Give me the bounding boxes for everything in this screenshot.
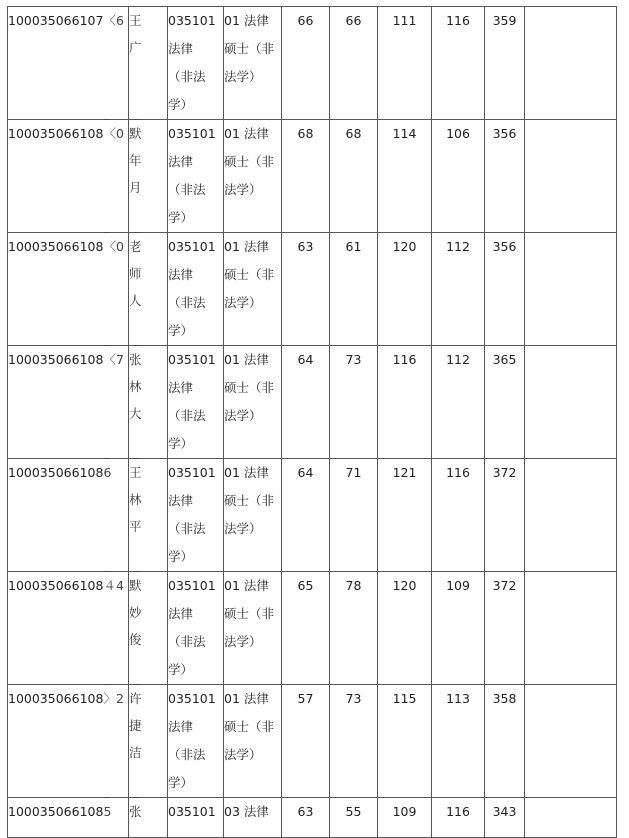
direction-cell: [224, 572, 282, 685]
empty-cell: [525, 685, 617, 798]
direction-cell: [224, 7, 282, 120]
subject-score-s4: 109: [432, 572, 485, 685]
table-row: [8, 685, 617, 798]
subject-score-s2: 78: [330, 572, 378, 685]
major-line: 法律: [168, 154, 194, 169]
major-line: 035101: [168, 239, 216, 254]
name-cell: [129, 572, 168, 685]
exam-id-fragment: ４4: [103, 578, 124, 593]
name-cell: [129, 798, 168, 838]
row-divider-mark: [104, 571, 110, 572]
subject-score-s1: 64: [282, 459, 330, 572]
major-line: 法律: [168, 719, 194, 734]
major-line: 法律: [168, 41, 194, 56]
exam-id-fragment: 〉2: [103, 691, 124, 706]
major-line: 学）: [168, 549, 194, 564]
exam-id-cell: [8, 120, 129, 233]
exam-id: 100035066108: [8, 126, 104, 141]
exam-id-fragment: 〈0: [103, 126, 124, 141]
subject-score-s4: 116: [432, 798, 485, 838]
empty-cell: [525, 798, 617, 838]
score-table: [7, 6, 617, 838]
table-row: [8, 7, 617, 120]
major-cell: [168, 798, 224, 838]
subject-score-s4: 106: [432, 120, 485, 233]
table-row: [8, 120, 617, 233]
subject-score-s1: 64: [282, 346, 330, 459]
name-char: 洁: [129, 745, 142, 760]
exam-id-fragment: 〈0: [103, 239, 124, 254]
major-line: （非法: [168, 408, 206, 423]
subject-score-s3: 120: [378, 233, 432, 346]
table-row: [8, 572, 617, 685]
major-line: 035101: [168, 126, 216, 141]
major-line: （非法: [168, 69, 206, 84]
name-char: 平: [129, 519, 142, 534]
direction-line: 硕士（非: [224, 606, 275, 621]
major-line: 学）: [168, 662, 194, 677]
major-line: （非法: [168, 747, 206, 762]
direction-cell: [224, 233, 282, 346]
major-line: 学）: [168, 775, 194, 790]
total-score: 365: [485, 346, 525, 459]
subject-score-s3: 116: [378, 346, 432, 459]
subject-score-s1: 63: [282, 798, 330, 838]
exam-id-fragment: 〈7: [103, 352, 124, 367]
exam-id: 100035066108: [8, 804, 104, 819]
name-char: 捷: [129, 718, 142, 733]
direction-line: 01 法律: [224, 352, 269, 367]
table-row: [8, 459, 617, 572]
major-line: 035101: [168, 578, 216, 593]
row-divider-mark: [104, 119, 110, 120]
exam-id: 100035066108: [8, 465, 104, 480]
subject-score-s2: 73: [330, 685, 378, 798]
major-line: 法律: [168, 380, 194, 395]
subject-score-s3: 120: [378, 572, 432, 685]
major-cell: [168, 120, 224, 233]
name-char: 默: [129, 578, 142, 593]
subject-score-s3: 109: [378, 798, 432, 838]
direction-line: 硕士（非: [224, 267, 275, 282]
name-char: 师: [129, 266, 142, 281]
major-line: 法律: [168, 606, 194, 621]
subject-score-s2: 73: [330, 346, 378, 459]
major-line: （非法: [168, 182, 206, 197]
subject-score-s3: 111: [378, 7, 432, 120]
direction-line: 01 法律: [224, 239, 269, 254]
exam-id: 100035066108: [8, 578, 104, 593]
direction-cell: [224, 798, 282, 838]
name-char: 林: [129, 379, 142, 394]
empty-cell: [525, 346, 617, 459]
subject-score-s2: 68: [330, 120, 378, 233]
direction-line: 硕士（非: [224, 380, 275, 395]
total-score: 356: [485, 120, 525, 233]
empty-cell: [525, 233, 617, 346]
exam-id: 100035066108: [8, 691, 104, 706]
exam-id: 100035066108: [8, 352, 104, 367]
major-line: 035101: [168, 804, 216, 819]
name-char: 许: [129, 691, 142, 706]
direction-line: 法学）: [224, 295, 262, 310]
row-divider-mark: [134, 345, 140, 346]
row-divider-mark: [134, 119, 140, 120]
subject-score-s3: 121: [378, 459, 432, 572]
row-divider-mark: [104, 797, 110, 798]
table-row: [8, 798, 617, 838]
subject-score-s4: 116: [432, 7, 485, 120]
row-divider-mark: [104, 345, 110, 346]
major-line: 035101: [168, 13, 216, 28]
name-char: 广: [129, 40, 142, 55]
name-char: 王: [129, 465, 142, 480]
name-cell: [129, 459, 168, 572]
empty-cell: [525, 459, 617, 572]
direction-cell: [224, 120, 282, 233]
direction-line: 03 法律: [224, 804, 269, 819]
exam-id-fragment: 5: [103, 804, 112, 819]
major-cell: [168, 459, 224, 572]
subject-score-s2: 66: [330, 7, 378, 120]
empty-cell: [525, 7, 617, 120]
name-cell: [129, 7, 168, 120]
direction-line: 01 法律: [224, 13, 269, 28]
major-line: （非法: [168, 521, 206, 536]
subject-score-s3: 114: [378, 120, 432, 233]
direction-line: 硕士（非: [224, 154, 275, 169]
subject-score-s1: 63: [282, 233, 330, 346]
exam-id-fragment: 〈6: [103, 13, 124, 28]
exam-id-cell: [8, 685, 129, 798]
subject-score-s1: 57: [282, 685, 330, 798]
major-cell: [168, 572, 224, 685]
exam-id: 100035066108: [8, 239, 104, 254]
row-divider-mark: [134, 797, 140, 798]
name-char: 默: [129, 126, 142, 141]
subject-score-s4: 112: [432, 233, 485, 346]
major-line: 学）: [168, 210, 194, 225]
major-line: 学）: [168, 323, 194, 338]
total-score: 356: [485, 233, 525, 346]
table-row: [8, 346, 617, 459]
name-char: 林: [129, 492, 142, 507]
major-line: 035101: [168, 691, 216, 706]
direction-line: 01 法律: [224, 465, 269, 480]
row-divider-mark: [134, 684, 140, 685]
name-char: 妙: [129, 605, 142, 620]
major-line: 035101: [168, 465, 216, 480]
direction-line: 01 法律: [224, 126, 269, 141]
subject-score-s1: 66: [282, 7, 330, 120]
direction-line: 硕士（非: [224, 41, 275, 56]
major-line: （非法: [168, 295, 206, 310]
row-divider-mark: [134, 571, 140, 572]
exam-id: 100035066107: [8, 13, 104, 28]
name-cell: [129, 120, 168, 233]
subject-score-s2: 55: [330, 798, 378, 838]
subject-score-s2: 71: [330, 459, 378, 572]
total-score: 372: [485, 572, 525, 685]
name-char: 张: [129, 352, 142, 367]
row-divider-mark: [104, 232, 110, 233]
name-char: 大: [129, 406, 142, 421]
name-char: 俊: [129, 632, 142, 647]
direction-line: 硕士（非: [224, 493, 275, 508]
exam-id-cell: [8, 233, 129, 346]
major-line: 035101: [168, 352, 216, 367]
subject-score-s2: 61: [330, 233, 378, 346]
row-divider-mark: [134, 232, 140, 233]
row-divider-mark: [104, 684, 110, 685]
name-char: 老: [129, 239, 142, 254]
name-cell: [129, 685, 168, 798]
row-divider-mark: [134, 458, 140, 459]
name-char: 王: [129, 13, 142, 28]
direction-line: 法学）: [224, 69, 262, 84]
major-line: 学）: [168, 436, 194, 451]
direction-line: 01 法律: [224, 578, 269, 593]
name-char: 人: [129, 293, 142, 308]
direction-line: 硕士（非: [224, 719, 275, 734]
name-char: 张: [129, 804, 142, 819]
subject-score-s3: 115: [378, 685, 432, 798]
direction-line: 法学）: [224, 182, 262, 197]
subject-score-s4: 112: [432, 346, 485, 459]
exam-id-cell: [8, 346, 129, 459]
direction-line: 法学）: [224, 521, 262, 536]
direction-cell: [224, 459, 282, 572]
direction-cell: [224, 346, 282, 459]
subject-score-s4: 113: [432, 685, 485, 798]
exam-id-fragment: 6: [103, 465, 112, 480]
exam-id-cell: [8, 459, 129, 572]
subject-score-s1: 65: [282, 572, 330, 685]
total-score: 372: [485, 459, 525, 572]
name-cell: [129, 346, 168, 459]
table-row: [8, 233, 617, 346]
direction-line: 法学）: [224, 747, 262, 762]
direction-line: 法学）: [224, 408, 262, 423]
direction-line: 法学）: [224, 634, 262, 649]
name-char: 年: [129, 153, 142, 168]
direction-cell: [224, 685, 282, 798]
major-cell: [168, 233, 224, 346]
empty-cell: [525, 572, 617, 685]
major-line: 法律: [168, 493, 194, 508]
row-divider-mark: [104, 458, 110, 459]
total-score: 359: [485, 7, 525, 120]
major-line: （非法: [168, 634, 206, 649]
exam-id-cell: [8, 572, 129, 685]
major-line: 法律: [168, 267, 194, 282]
direction-line: 01 法律: [224, 691, 269, 706]
major-cell: [168, 7, 224, 120]
subject-score-s1: 68: [282, 120, 330, 233]
total-score: 358: [485, 685, 525, 798]
subject-score-s4: 116: [432, 459, 485, 572]
major-cell: [168, 685, 224, 798]
name-cell: [129, 233, 168, 346]
total-score: 343: [485, 798, 525, 838]
exam-id-cell: [8, 798, 129, 838]
empty-cell: [525, 120, 617, 233]
name-char: 月: [129, 180, 142, 195]
major-cell: [168, 346, 224, 459]
exam-id-cell: [8, 7, 129, 120]
major-line: 学）: [168, 97, 194, 112]
